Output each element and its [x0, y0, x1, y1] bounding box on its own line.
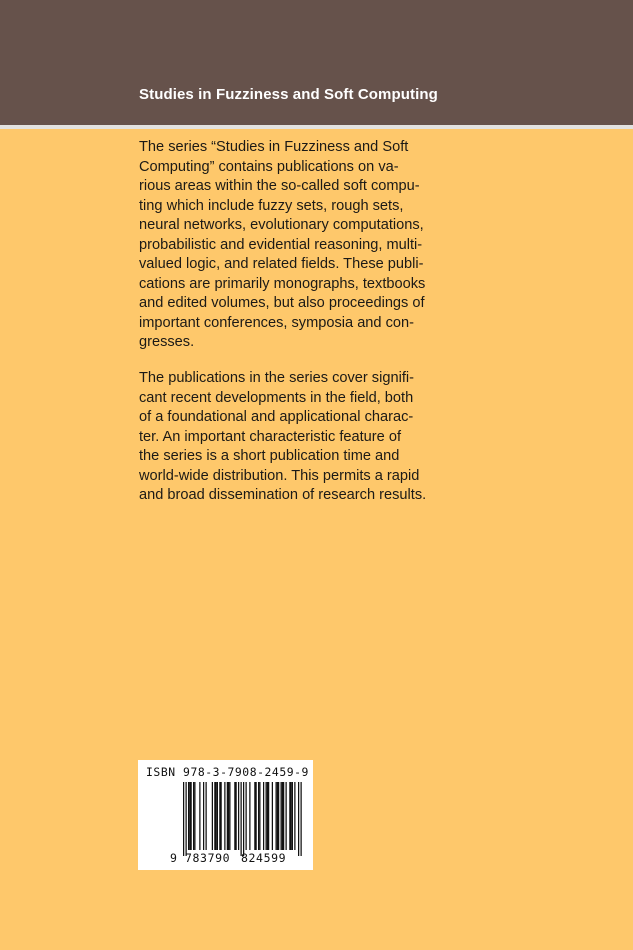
text-line: The series “Studies in Fuzziness and Soft: [139, 139, 409, 155]
barcode-bar: [214, 782, 215, 850]
barcode-bar: [236, 782, 237, 850]
barcode-bar: [199, 782, 200, 850]
barcode-guard-bar: [241, 782, 242, 856]
isbn-label: ISBN 978-3-7908-2459-9: [146, 765, 309, 779]
barcode-bar: [268, 782, 269, 850]
barcode-bar: [221, 782, 222, 850]
text-line: valued logic, and related fields. These publi-: [139, 256, 424, 273]
barcode-bar: [249, 782, 250, 850]
barcode-bar: [224, 782, 225, 850]
text-line: rious areas within the so-called soft compu-: [139, 178, 420, 195]
barcode-bar: [292, 782, 293, 850]
series-title: Studies in Fuzziness and Soft Computing: [139, 86, 438, 103]
text-line: ter. An important characteristic feature of: [139, 428, 402, 445]
barcode-bar: [272, 782, 273, 850]
barcode-guard-bar: [183, 782, 184, 856]
text-line: probabilistic and evidential reasoning, multi-: [139, 236, 423, 253]
barcode-bar: [238, 782, 239, 850]
barcode-bar: [256, 782, 257, 850]
barcode-bar: [216, 782, 217, 850]
barcode-bar: [277, 782, 278, 850]
barcode-bar: [193, 782, 194, 850]
series-description: [139, 138, 427, 522]
barcode-bar: [258, 782, 259, 850]
text-line: The publications in the series cover signifi-: [139, 370, 414, 387]
text-line: and edited volumes, but also proceedings of: [139, 295, 425, 312]
header-divider: [0, 125, 633, 129]
barcode-bar: [203, 782, 204, 850]
barcode-bar: [282, 782, 283, 850]
ean-left-digits: 783790: [185, 851, 231, 865]
barcode-bar: [289, 782, 290, 850]
barcode-bar: [294, 782, 295, 850]
barcode-bar: [254, 782, 255, 850]
barcode-bar: [291, 782, 292, 850]
barcode-bar: [278, 782, 279, 850]
barcode-guard-bar: [301, 782, 302, 856]
barcode-bar: [219, 782, 220, 850]
text-line: the series is a short publication time and: [139, 448, 400, 465]
header-band: [0, 0, 633, 125]
barcode-bar: [246, 782, 247, 850]
text-line: cant recent developments in the field, both: [139, 389, 414, 406]
barcode-bar: [286, 782, 287, 850]
barcode-guard-bar: [243, 782, 244, 856]
barcode-bar: [191, 782, 192, 850]
barcode-guard-bar: [298, 782, 299, 856]
barcode-bar: [276, 782, 277, 850]
text-line: gresses.: [139, 334, 195, 351]
text-line: of a foundational and applicational charac-: [139, 409, 414, 426]
description-paragraph-1: [139, 138, 424, 353]
isbn-barcode: [138, 760, 313, 870]
ean-right-digits: 824599: [241, 851, 287, 865]
text-line: ting which include fuzzy sets, rough sets,: [139, 197, 404, 214]
text-line: neural networks, evolutionary computations,: [139, 217, 424, 234]
text-line: cations are primarily monographs, textbooks: [139, 275, 426, 292]
barcode-bar: [194, 782, 195, 850]
text-line: Computing” contains publications on va-: [139, 158, 399, 175]
text-line: world-wide distribution. This permits a rapid: [139, 467, 420, 484]
barcode-bar: [189, 782, 190, 850]
barcode-bar: [206, 782, 207, 850]
barcode-guard-bar: [186, 782, 187, 856]
barcode-bar: [266, 782, 267, 850]
barcode-bar: [217, 782, 218, 850]
barcode-bar: [259, 782, 260, 850]
barcode-bar: [229, 782, 230, 850]
barcode-bar: [283, 782, 284, 850]
barcode-bar: [234, 782, 235, 850]
barcode-bar: [227, 782, 228, 850]
text-line: important conferences, symposia and con-: [139, 314, 414, 331]
barcode-bar: [281, 782, 282, 850]
description-paragraph-2: [139, 369, 427, 506]
barcode-bar: [212, 782, 213, 850]
barcode-bar: [267, 782, 268, 850]
barcode-bar: [263, 782, 264, 850]
barcode-bar: [188, 782, 189, 850]
ean-first-digit: 9: [170, 851, 178, 865]
text-line: and broad dissemination of research results.: [139, 487, 427, 504]
barcode-bar: [228, 782, 229, 850]
